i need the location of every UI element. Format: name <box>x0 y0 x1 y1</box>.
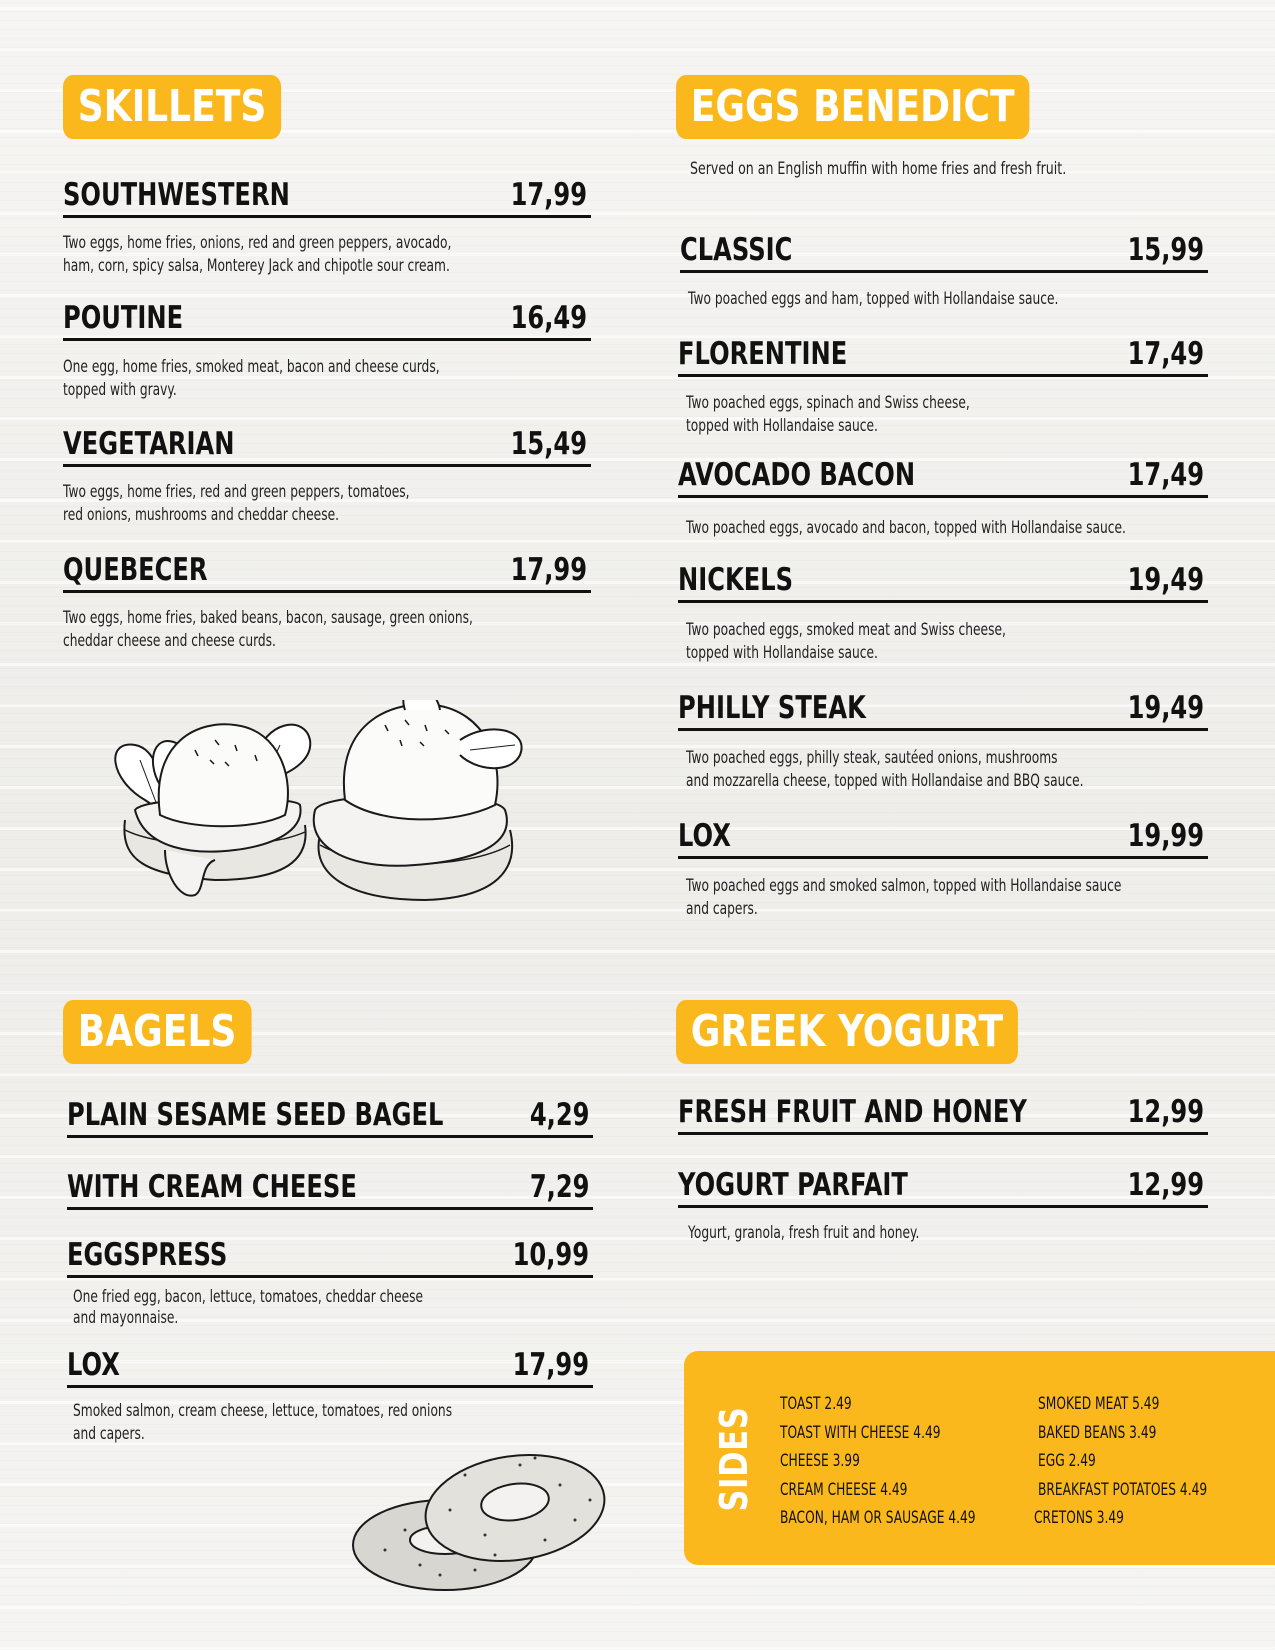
item-description: Two poached eggs, avocado and bacon, topped with Hollandaise sauce. <box>686 518 1126 538</box>
item-description: Two poached eggs and smoked salmon, topped with Hollandaise sauce and capers. <box>686 876 1122 919</box>
skillets-title: SKILLETS <box>63 75 281 139</box>
item-name: CLASSIC <box>680 232 793 268</box>
greek-yogurt-title: GREEK YOGURT <box>676 1000 1018 1064</box>
item-name: FRESH FRUIT AND HONEY <box>678 1094 1027 1130</box>
item-price: 15,99 <box>1127 232 1204 268</box>
item-name: EGGSPRESS <box>67 1237 228 1273</box>
item-description: One egg, home fries, smoked meat, bacon and cheese curds, topped with gravy. <box>63 357 440 400</box>
item-description: Two poached eggs, smoked meat and Swiss cheese, topped with Hollandaise sauce. <box>686 620 1006 663</box>
menu-item-plain-sesame-bagel <box>67 1098 593 1138</box>
item-name: LOX <box>67 1347 120 1383</box>
eggs-benedict-illustration <box>105 700 545 925</box>
side-item-bacon-ham-sausage: BACON, HAM OR SAUSAGE 4.49 <box>780 1508 976 1528</box>
eggs-benedict-title: EGGS BENEDICT <box>676 75 1029 139</box>
bagel-illustration <box>345 1440 610 1595</box>
menu-item-philly-steak <box>678 691 1208 731</box>
item-description: Yogurt, granola, fresh fruit and honey. <box>688 1223 920 1243</box>
side-item-baked-beans: BAKED BEANS 3.49 <box>1038 1423 1157 1443</box>
skillets-section <box>63 75 591 675</box>
item-price: 7,29 <box>529 1169 589 1205</box>
item-price: 17,49 <box>1127 336 1204 372</box>
item-description: Two poached eggs and ham, topped with Hollandaise sauce. <box>688 289 1059 309</box>
item-name: SOUTHWESTERN <box>63 177 290 213</box>
item-description: Two poached eggs, philly steak, sautéed onions, mushrooms and mozzarella cheese, topped with Hollandaise and BBQ sauce. <box>686 748 1084 791</box>
item-price: 15,49 <box>510 426 587 462</box>
sides-panel <box>684 1351 1275 1565</box>
item-description: Two eggs, home fries, baked beans, bacon, sausage, green onions, cheddar cheese and cheese curds. <box>63 608 473 651</box>
item-name: WITH CREAM CHEESE <box>67 1169 357 1205</box>
item-description: Two eggs, home fries, red and green peppers, tomatoes, red onions, mushrooms and cheddar cheese. <box>63 482 410 525</box>
menu-item-florentine <box>678 337 1208 377</box>
side-item-toast: TOAST 2.49 <box>780 1394 852 1414</box>
menu-item-southwestern <box>63 178 591 218</box>
item-price: 17,99 <box>510 552 587 588</box>
menu-item-fresh-fruit-honey <box>678 1095 1208 1135</box>
bagels-section <box>63 1000 593 1460</box>
menu-item-classic <box>680 233 1208 273</box>
item-name: VEGETARIAN <box>63 426 235 462</box>
item-price: 12,99 <box>1127 1167 1204 1203</box>
item-description: Two eggs, home fries, onions, red and green peppers, avocado, ham, corn, spicy salsa, Monterey Jack and chipotle sour cream. <box>63 233 452 276</box>
item-price: 12,99 <box>1127 1094 1204 1130</box>
item-price: 10,99 <box>512 1237 589 1273</box>
menu-item-yogurt-parfait <box>678 1168 1208 1208</box>
item-price: 17,49 <box>1127 457 1204 493</box>
menu-item-vegetarian <box>63 427 591 467</box>
eggs-benedict-section <box>676 75 1208 935</box>
item-name: YOGURT PARFAIT <box>678 1167 908 1203</box>
item-name: PLAIN SESAME SEED BAGEL <box>67 1097 444 1133</box>
side-item-toast-cheese: TOAST WITH CHEESE 4.49 <box>780 1423 941 1443</box>
side-item-cretons: CRETONS 3.49 <box>1034 1508 1124 1528</box>
menu-item-avocado-bacon <box>678 458 1208 498</box>
sides-title: SIDES <box>712 1406 756 1512</box>
menu-item-nickels <box>678 563 1208 603</box>
menu-item-poutine <box>63 301 591 341</box>
item-price: 17,99 <box>512 1347 589 1383</box>
item-name: QUEBECER <box>63 552 208 588</box>
menu-item-with-cream-cheese <box>67 1170 593 1210</box>
item-price: 16,49 <box>510 300 587 336</box>
item-name: PHILLY STEAK <box>678 690 866 726</box>
side-item-cream-cheese: CREAM CHEESE 4.49 <box>780 1480 908 1500</box>
side-item-breakfast-potatoes: BREAKFAST POTATOES 4.49 <box>1038 1480 1208 1500</box>
item-name: AVOCADO BACON <box>678 457 916 493</box>
item-description: Smoked salmon, cream cheese, lettuce, tomatoes, red onions and capers. <box>73 1401 453 1444</box>
greek-yogurt-section <box>676 1000 1208 1260</box>
bagels-title: BAGELS <box>63 1000 251 1064</box>
item-name: LOX <box>678 818 731 854</box>
eggs-benedict-intro: Served on an English muffin with home fries and fresh fruit. <box>690 159 1067 179</box>
item-description: Two poached eggs, spinach and Swiss cheese, topped with Hollandaise sauce. <box>686 393 970 436</box>
item-price: 4,29 <box>529 1097 589 1133</box>
item-name: FLORENTINE <box>678 336 848 372</box>
menu-item-lox-bagel <box>67 1348 593 1388</box>
item-price: 19,49 <box>1127 562 1204 598</box>
item-description: One fried egg, bacon, lettuce, tomatoes, cheddar cheese and mayonnaise. <box>73 1287 424 1328</box>
item-price: 19,49 <box>1127 690 1204 726</box>
side-item-egg: EGG 2.49 <box>1038 1451 1096 1471</box>
item-name: POUTINE <box>63 300 184 336</box>
side-item-cheese: CHEESE 3.99 <box>780 1451 860 1471</box>
item-price: 19,99 <box>1127 818 1204 854</box>
menu-item-quebecer <box>63 553 591 593</box>
side-item-smoked-meat: SMOKED MEAT 5.49 <box>1038 1394 1160 1414</box>
menu-item-lox-benedict <box>678 819 1208 859</box>
menu-item-eggspress <box>67 1238 593 1278</box>
item-name: NICKELS <box>678 562 794 598</box>
item-price: 17,99 <box>510 177 587 213</box>
